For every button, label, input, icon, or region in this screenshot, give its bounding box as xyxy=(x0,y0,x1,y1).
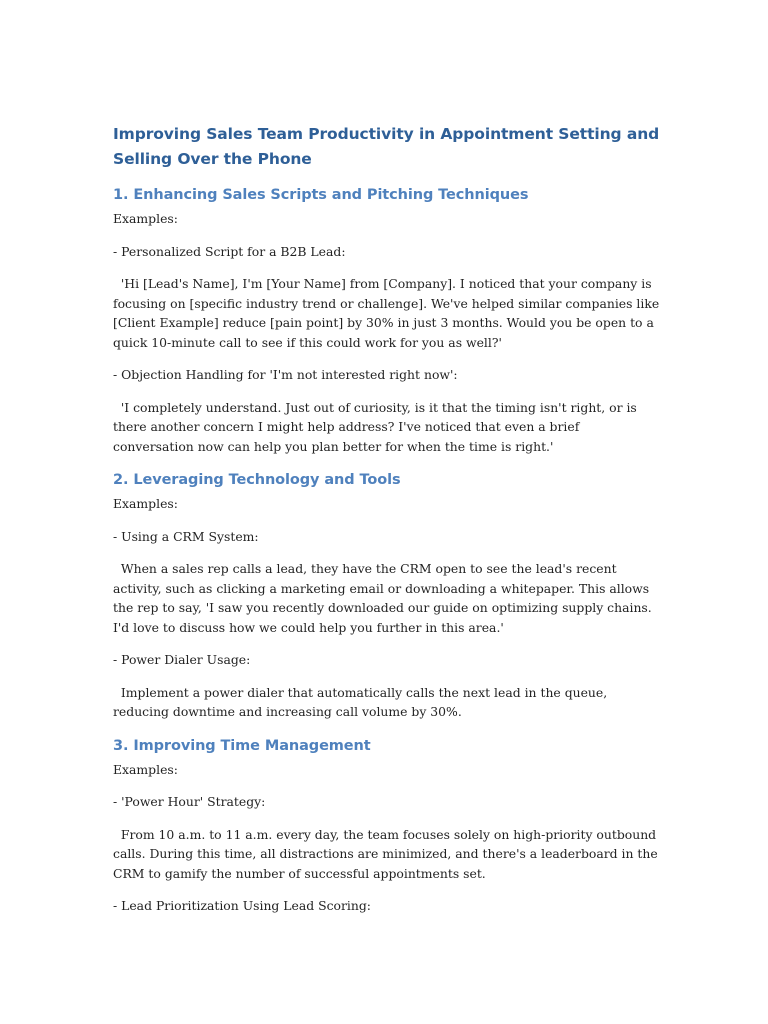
example-text: 'Hi [Lead's Name], I'm [Your Name] from [Company]. I noticed that your company is focusing on [specific industry trend or challenge]. We've helped similar companies like [Client Example] reduce [pain point] by 30% in just 3 months. Would you be open to a quick 10-minute call to see if this could work for you as well?' xyxy=(113,276,660,350)
examples-label: Examples: xyxy=(113,211,178,226)
example-label: - Lead Prioritization Using Lead Scoring: xyxy=(113,898,371,913)
example-label: - Using a CRM System: xyxy=(113,528,259,544)
section-heading: 2. Leveraging Technology and Tools xyxy=(113,472,401,488)
document-title: Improving Sales Team Productivity in Appointment Setting and Selling Over the Phone xyxy=(113,125,660,168)
example-text: Implement a power dialer that automatically calls the next lead in the queue, reducing downtime and increasing call volume by 30%. xyxy=(113,684,608,719)
section-heading: 3. Improving Time Management xyxy=(113,737,371,754)
section-technology-tools xyxy=(113,469,661,722)
example-label: - 'Power Hour' Strategy: xyxy=(113,794,266,809)
examples-label: Examples: xyxy=(113,761,178,777)
document-page xyxy=(113,122,661,929)
section-sales-scripts xyxy=(113,184,661,456)
example-label: - Power Dialer Usage: xyxy=(113,652,251,667)
example-text: When a sales rep calls a lead, they have the CRM open to see the lead's recent activity, such as clicking a marketing email or downloading a whitepaper. This allows the rep to say, 'I saw you recently downloaded our guide on optimizing supply chains. I'd love to discuss how we could help you further in this area.' xyxy=(113,561,652,635)
example-label: - Objection Handling for 'I'm not interested right now': xyxy=(113,367,458,382)
section-time-management xyxy=(113,735,661,916)
example-text: 'I completely understand. Just out of curiosity, is it that the timing isn't right, or is there another concern I might help address? I've noticed that even a brief conversation now can help you plan better for when the time is right.' xyxy=(113,399,637,454)
example-text: From 10 a.m. to 11 a.m. every day, the team focuses solely on high-priority outbound calls. During this time, all distractions are minimized, and there's a leaderboard in the CRM to gamify the number of successful appointments set. xyxy=(113,826,658,881)
examples-label: Examples: xyxy=(113,496,178,511)
section-heading: 1. Enhancing Sales Scripts and Pitching Techniques xyxy=(113,187,529,203)
example-label: - Personalized Script for a B2B Lead: xyxy=(113,243,346,259)
